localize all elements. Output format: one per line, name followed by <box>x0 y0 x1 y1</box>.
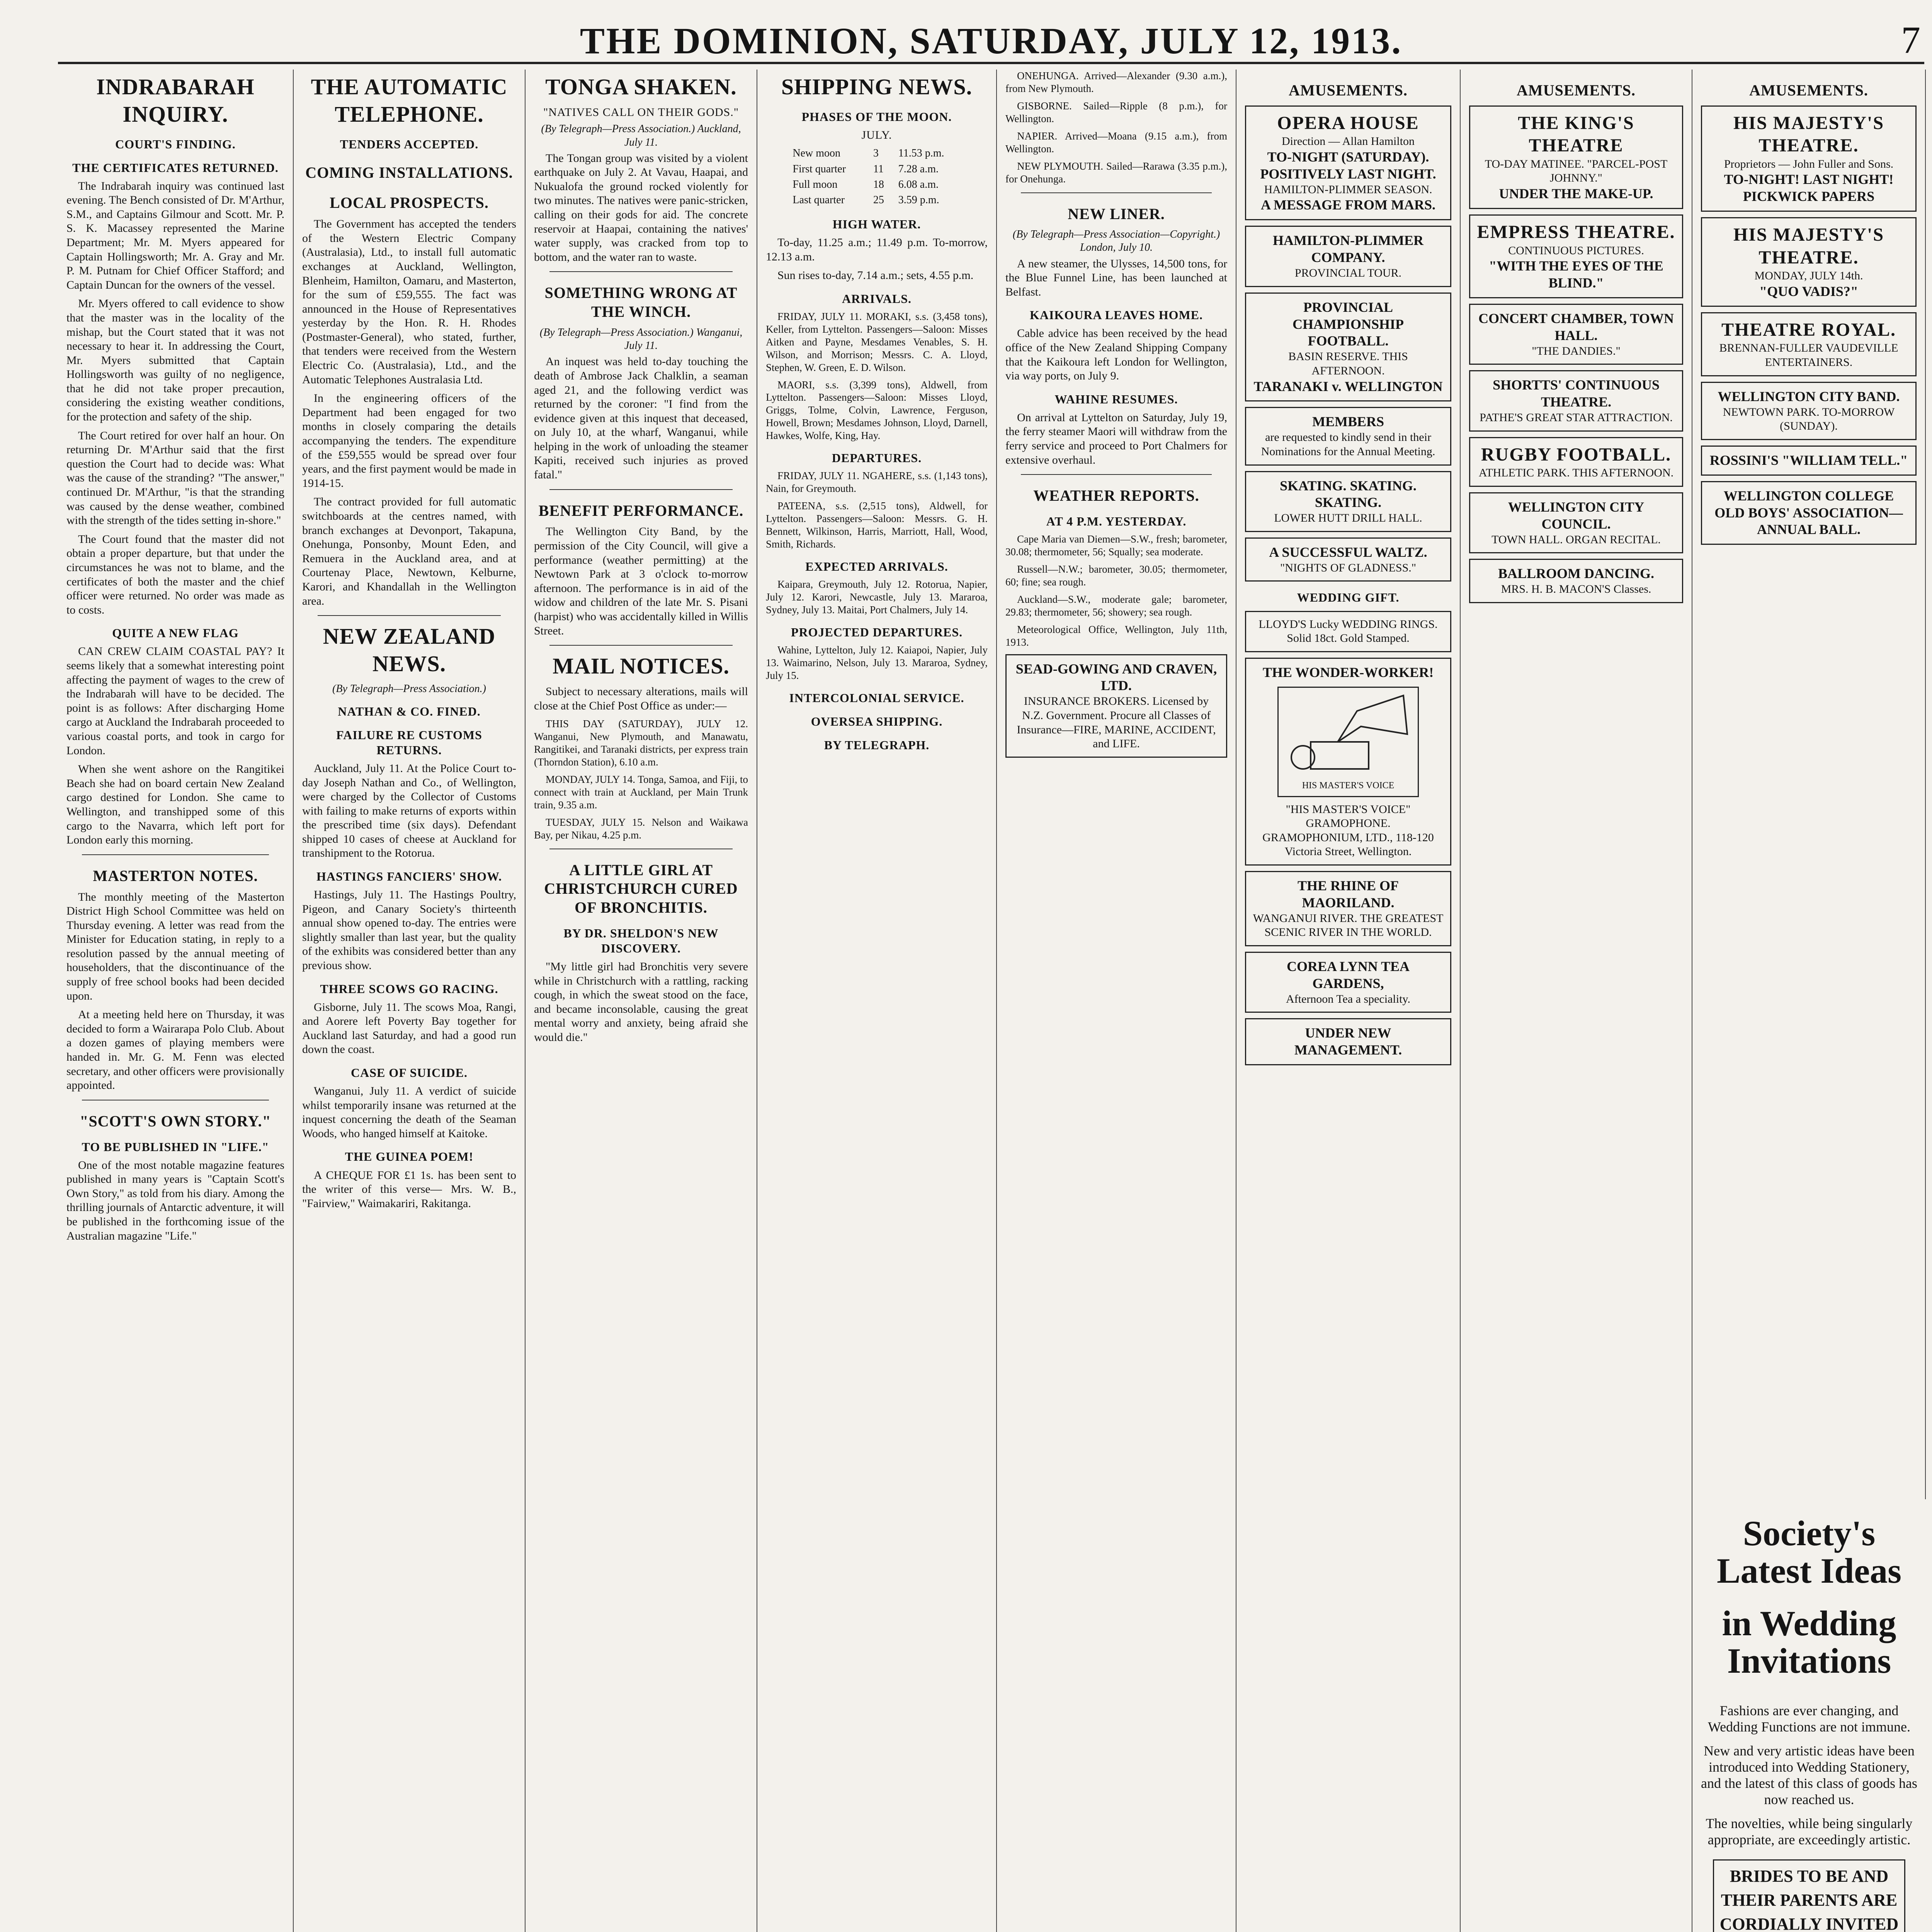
subhead: TENDERS ACCEPTED. <box>340 137 479 151</box>
subhead: WEDDING GIFT. <box>1297 590 1400 605</box>
ad-title: CONCERT CHAMBER, TOWN HALL. <box>1478 310 1674 343</box>
table-row: New moon 3 11.53 p.m. <box>793 147 944 160</box>
article-paragraph: "My little girl had Bronchitis very severe while in Christchurch with a rattling, racking cough, in which the sweat stood on the face, and became inconsolable, causing the great mental worry and anxiety, being afraid she would die." <box>534 960 748 1044</box>
subhead: LOCAL PROSPECTS. <box>330 194 489 212</box>
subhead: COMING INSTALLATIONS. <box>305 163 513 181</box>
column-4 <box>757 70 997 1932</box>
headline-tonga: TONGA SHAKEN. <box>545 74 737 99</box>
subhead: HIGH WATER. <box>832 217 921 231</box>
subhead: NATHAN & CO. FINED. <box>338 704 481 718</box>
article-paragraph: GISBORNE. Sailed—Ripple (8 p.m.), for Wellington. <box>1005 100 1227 124</box>
advert-college-ball <box>1701 481 1917 545</box>
subhead: "NATIVES CALL ON THEIR GODS." <box>543 105 739 119</box>
article-paragraph: Gisborne, July 11. The scows Moa, Rangi, and Aorere left Poverty Bay together for Auckland last Saturday, and had a good run down the coast. <box>302 1000 516 1056</box>
article-paragraph: Subject to necessary alterations, mails will close at the Chief Post Office as under:— <box>534 685 748 712</box>
ad-title: WELLINGTON COLLEGE OLD BOYS' ASSOCIATION—ANNUAL BALL. <box>1714 488 1903 537</box>
advert-ballroom <box>1469 559 1683 603</box>
ad-title: THE RHINE OF MAORILAND. <box>1297 878 1399 910</box>
ad-text: LOWER HUTT DRILL HALL. <box>1274 512 1422 525</box>
ad-text: are requested to kindly send in their Nominations for the Annual Meeting. <box>1261 431 1435 458</box>
divider <box>549 271 733 272</box>
article-paragraph: Sun rises to-day, 7.14 a.m.; sets, 4.55 p.m. <box>777 269 974 282</box>
subhead: PROJECTED DEPARTURES. <box>791 625 963 639</box>
subhead: INTERCOLONIAL SERVICE. <box>789 690 964 705</box>
ad-text: TO-DAY MATINEE. "PARCEL-POST JOHNNY." <box>1485 157 1668 185</box>
column-8 <box>1692 70 1926 1499</box>
ad-text: TARANAKI v. WELLINGTON <box>1253 378 1443 394</box>
article-paragraph: PATEENA, s.s. (2,515 tons), Aldwell, for Lyttelton. Passengers—Saloon: Messrs. G. H. Bennett, Wilkinson, Harris, Marriott, Hall, Wood, Smith, Richards. <box>766 500 988 550</box>
article-paragraph: FRIDAY, JULY 11. MORAKI, s.s. (3,458 tons), Keller, from Lyttelton. Passengers—Saloon: Misses Aitken and Payne, Mesdames Venables, S. H. Wilson, and Morrison; Messrs. C. A. Lloyd, Stephen, W. Green, E. D. Wilson. <box>766 310 988 373</box>
ad-text: "THE DANDIES." <box>1532 344 1621 357</box>
subhead: THE GUINEA POEM! <box>345 1150 474 1164</box>
column-6 <box>1236 70 1461 1932</box>
ad-text: "NIGHTS OF GLADNESS." <box>1280 561 1417 574</box>
ad-text: GRAMOPHONIUM, LTD., 118-120 Victoria Street, Wellington. <box>1262 831 1434 858</box>
advert-kings-theatre <box>1469 105 1683 209</box>
advert-tea-gardens <box>1245 952 1451 1013</box>
advert-william-tell <box>1701 446 1917 476</box>
dateline: (By Telegraph—Press Association.) Wanganui, July 11. <box>539 327 743 352</box>
ad-title: THE WONDER-WORKER! <box>1262 664 1434 680</box>
divider <box>1021 192 1212 193</box>
divider <box>549 489 733 490</box>
dateline: (By Telegraph—Press Association—Copyright.) London, July 10. <box>1012 228 1220 254</box>
ad-title: COREA LYNN TEA GARDENS, <box>1286 958 1410 991</box>
ad-text: UNDER THE MAKE-UP. <box>1499 186 1653 202</box>
headline-weather: WEATHER REPORTS. <box>1033 487 1199 505</box>
article-paragraph: NAPIER. Arrived—Moana (9.15 a.m.), from Wellington. <box>1005 130 1227 155</box>
advert-opera-house <box>1245 105 1451 220</box>
subhead: BY DR. SHELDON'S NEW DISCOVERY. <box>563 926 719 955</box>
article-paragraph: Cable advice has been received by the head office of the New Zealand Shipping Company that the Kaikoura left London for Wellington, via way ports, on July 9. <box>1005 327 1227 383</box>
article-paragraph: At a meeting held here on Thursday, it was decided to form a Wairarapa Polo Club. About a dozen games of playing members were handed in. Mr. G. M. Fenn was elected secretary, and other officers were provisionally appointed. <box>66 1008 284 1092</box>
subhead: CASE OF SUICIDE. <box>351 1066 468 1080</box>
ad-text: MRS. H. B. MACON'S Classes. <box>1501 583 1651 596</box>
ad-text: WANGANUI RIVER. THE GREATEST SCENIC RIVER IN THE WORLD. <box>1253 912 1444 939</box>
ad-text: PROVINCIAL TOUR. <box>1294 267 1402 280</box>
advert-city-band <box>1701 382 1917 440</box>
ad-title: HIS MAJESTY'S THEATRE. <box>1733 224 1884 268</box>
advert-insurance <box>1005 654 1227 758</box>
table-row: Full moon 18 6.08 a.m. <box>793 178 939 190</box>
ad-text: ATHLETIC PARK. THIS AFTERNOON. <box>1478 466 1674 480</box>
page-number: 7 <box>1901 19 1920 61</box>
subhead: COURT'S FINDING. <box>115 137 236 151</box>
dateline: (By Telegraph—Press Association.) <box>332 682 486 695</box>
ad-title: SKATING. SKATING. SKATING. <box>1280 478 1417 510</box>
ad-text: "QUO VADIS?" <box>1759 283 1858 299</box>
ad-invitation-box: BRIDES TO BE AND THEIR PARENTS ARE CORDIALLY INVITED <box>1713 1859 1905 1932</box>
dateline: (By Telegraph—Press Association.) Auckland, July 11. <box>541 123 741 148</box>
article-paragraph: Mr. Myers offered to call evidence to show that the master was in the locality of the mishap, but the Court stated that it was not necessary to hear it. In addressing the Court, Mr. Myers submitted that Captain Hollingsworth was guilty of no negligence, that he did not take proper precaution, considering the existing weather conditions, for the protection and safety of the ship. <box>66 297 284 423</box>
ad-text: Afternoon Tea a speciality. <box>1286 992 1410 1005</box>
article-paragraph: Kaipara, Greymouth, July 12. Rotorua, Napier, July 12. Karori, Newcastle, July 13. Mararoa, Sydney, July 13. Maitai, Port Chalmers, July 14. <box>766 578 988 616</box>
article-paragraph: The Government has accepted the tenders of the Western Electric Company (Australasia), Ltd., to install full automatic exchanges at Auckland, Wellington, Blenheim, Hamilton, Oamaru, and Masterton, for the sum of £59,555. The fact was announced in the House of Representatives yesterday by the Hon. R. H. Rhodes (Postmaster-General), who stated, further, that tenders were received from the Western Electric Co. (Australasia), Ltd., and the Automatic Telephones Australasia Ltd. <box>302 218 516 386</box>
gramophone-icon <box>1280 688 1417 777</box>
table-row: Last quarter 25 3.59 p.m. <box>793 194 939 206</box>
article-paragraph: On arrival at Lyttelton on Saturday, July 19, the ferry steamer Maori will withdraw from the ferry service and proceed to Port Chalmers for extensive overhaul. <box>1005 411 1227 466</box>
subhead: AT 4 P.M. YESTERDAY. <box>1046 514 1187 528</box>
ad-title: MEMBERS <box>1312 414 1384 430</box>
column-5 <box>997 70 1236 1932</box>
article-paragraph: One of the most notable magazine features published in many years is "Captain Scott's Own Story," as told from his diary. Among the thrilling journals of Antarctic adventure, it will be published in the forthcoming issue of the Australian magazine "Life." <box>66 1158 284 1242</box>
ad-text: The novelties, while being singularly appropriate, are exceedingly artistic. <box>1706 1816 1913 1848</box>
advert-football <box>1245 293 1451 402</box>
article-paragraph: In the engineering officers of the Department had been engaged for two months in closely comparing the details accompanying the tenders. The expenditure of the £59,555 would be spread over four years, and the first payment would be made in 1914-15. <box>302 392 517 490</box>
column-3 <box>526 70 757 1932</box>
ad-headline: Society's Latest Ideas <box>1717 1514 1901 1590</box>
section-heading-amusements: AMUSEMENTS. <box>1749 82 1868 99</box>
ad-text: Fashions are ever changing, and Wedding Functions are not immune. <box>1708 1703 1911 1735</box>
advert-rugby <box>1469 437 1683 487</box>
article-paragraph: Auckland, July 11. At the Police Court to-day Joseph Nathan and Co., of Wellington, were charged by the Collector of Customs with failing to make returns of exports within the prescribed time (six days). Defendant shipped 10 cases of cheese at Auckland for transhipment to the Rotorua. <box>302 762 516 860</box>
article-paragraph: Wanganui, July 11. A verdict of suicide whilst temporarily insane was returned at the inquest concerning the death of the Seaman Woods, who hanged himself at Kaitoke. <box>302 1085 516 1140</box>
subhead: ARRIVALS. <box>842 291 912 306</box>
divider <box>549 645 733 646</box>
advert-theatre-royal <box>1701 312 1917 376</box>
weather-report: Russell—N.W.; barometer, 30.05; thermometer, 60; fine; sea rough. <box>1005 563 1227 588</box>
subhead: EXPECTED ARRIVALS. <box>805 559 948 573</box>
headline-scott: "SCOTT'S OWN STORY." <box>80 1112 271 1130</box>
ad-text: HAMILTON-PLIMMER SEASON. <box>1264 183 1432 196</box>
article-paragraph: NEW PLYMOUTH. Sailed—Rarawa (3.35 p.m.), for Onehunga. <box>1005 160 1227 185</box>
ad-text: "HIS MASTER'S VOICE" GRAMOPHONE. <box>1286 803 1411 830</box>
subhead: TO BE PUBLISHED IN "LIFE." <box>82 1139 269 1154</box>
advert-concert-chamber <box>1469 304 1683 365</box>
ad-title: THE KING'S THEATRE <box>1518 112 1634 156</box>
ad-text: A MESSAGE FROM MARS. <box>1260 197 1436 213</box>
column-1 <box>58 70 294 1932</box>
advert-empress-theatre <box>1469 214 1683 298</box>
ad-title: WELLINGTON CITY COUNCIL. <box>1508 499 1645 532</box>
subhead: THE CERTIFICATES RETURNED. <box>72 160 279 175</box>
article-paragraph: Hastings, July 11. The Hastings Poultry, Pigeon, and Canary Society's thirteenth annual show opened to-day. The entries were slightly smaller than last year, but the quality of the exhibits was considered better than any previous show. <box>302 888 516 972</box>
subhead: WAHINE RESUMES. <box>1054 392 1178 406</box>
ad-headline: in Wedding Invitations <box>1722 1604 1896 1680</box>
subhead: OVERSEA SHIPPING. <box>811 714 943 728</box>
ad-title: PROVINCIAL CHAMPIONSHIP FOOTBALL. <box>1293 299 1404 349</box>
mail-notice: TUESDAY, JULY 15. Nelson and Waikawa Bay, per Nikau, 4.25 p.m. <box>534 816 748 841</box>
headline-winch: SOMETHING WRONG AT THE WINCH. <box>544 284 738 321</box>
moon-phase-table <box>788 145 965 208</box>
ad-title: THEATRE ROYAL. <box>1721 319 1896 340</box>
subhead: BY TELEGRAPH. <box>824 738 930 752</box>
article-paragraph: The monthly meeting of the Masterton District High School Committee was held on Thursday evening. A letter was read from the Minister for Education stating, in reply to a resolution passed by the annual meeting of householders, that the discontinuance of the supply of free school books had been decided upon. <box>66 890 284 1002</box>
advert-hamilton-plimmer <box>1245 226 1451 287</box>
ad-text: Direction — Allan Hamilton <box>1281 135 1415 148</box>
ad-title: OPERA HOUSE <box>1277 112 1419 133</box>
article-paragraph: The Court found that the master did not obtain a proper departure, but that under the circumstances he was not to blame, and the certificates of both the master and the chief officer were returned. No order was made as to costs. <box>66 532 284 616</box>
ad-text: LLOYD'S Lucky WEDDING RINGS. Solid 18ct. Gold Stamped. <box>1259 617 1438 645</box>
headline-nz-news: NEW ZEALAND NEWS. <box>323 624 496 676</box>
article-paragraph: A CHEQUE FOR £1 1s. has been sent to the writer of this verse— Mrs. W. B., "Fairview," Waimakariri, Rakitanga. <box>302 1168 516 1210</box>
ad-text: BRENNAN-FULLER VAUDEVILLE ENTERTAINERS. <box>1719 342 1898 369</box>
advert-quo-vadis <box>1701 217 1917 307</box>
article-paragraph: CAN CREW CLAIM COASTAL PAY? It seems likely that a somewhat interesting point affecting the payment of wages to the crew of the Indrabarah will have to be decided. The point is as follows: After discharging Home cargo at Auckland the Indrabarah proceeded to various coastal ports, and took in cargo for London. <box>66 645 284 757</box>
advert-wedding-invitations <box>1692 1507 1926 1932</box>
gramophone-illustration <box>1277 687 1419 797</box>
section-heading-amusements: AMUSEMENTS. <box>1289 82 1408 99</box>
headline-indrabarah: INDRABARAH INQUIRY. <box>96 74 255 127</box>
ad-text: BASIN RESERVE. THIS AFTERNOON. <box>1288 350 1408 377</box>
advert-members <box>1245 407 1451 465</box>
ad-title: WELLINGTON CITY BAND. <box>1718 388 1900 404</box>
column-7 <box>1461 70 1692 1932</box>
ad-text: TO-NIGHT! LAST NIGHT! <box>1724 172 1894 187</box>
subhead: THREE SCOWS GO RACING. <box>320 981 498 996</box>
article-paragraph: Wahine, Lyttelton, July 12. Kaiapoi, Napier, July 13. Waimarino, Nelson, July 13. Mararoa, Sydney, July 15. <box>766 644 988 681</box>
advert-waltz <box>1245 537 1451 582</box>
ad-title: HIS MAJESTY'S THEATRE. <box>1733 112 1884 156</box>
table-row: First quarter 11 7.28 a.m. <box>793 163 939 175</box>
article-paragraph: MAORI, s.s. (3,399 tons), Aldwell, from Lyttelton. Passengers—Saloon: Misses Lloyd, Griggs, Tolme, Colvin, Lawrence, Ferguson, Howell, Brown; Mesdames Johnson, Lloyd, Darnell, Hawkes, Wolfe, King, Hay. <box>766 379 988 442</box>
ad-text: "WITH THE EYES OF THE BLIND." <box>1489 258 1663 291</box>
advert-his-majestys <box>1701 105 1917 212</box>
article-paragraph: The Wellington City Band, by the permission of the City Council, will give a performance (weather permitting) at the Newtown Park at 3 o'clock to-morrow afternoon. The performance is in aid of the widow and children of the late Mr. S. Pisani (harpist) who was accidentally killed in Willis Street. <box>534 525 748 637</box>
article-paragraph: A new steamer, the Ulysses, 14,500 tons, for the Blue Funnel Line, has been launched at Belfast. <box>1005 257 1227 298</box>
article-paragraph: The Tongan group was visited by a violent earthquake on July 2. At Vavau, Haapai, and Nukualofa the ground rocked violently for two minutes. The natives were panic-stricken, calling on their gods for aid. The concrete reservoir at Haapai, containing the natives' water supply, was cracked from top to bottom, and the water ran to waste. <box>534 151 748 264</box>
article-paragraph: The Indrabarah inquiry was continued last evening. The Bench consisted of Dr. M'Arthur, S.M., and Captains Gilmour and Scott. Mr. P. S. K. Macassey represented the Marine Department; Mr. M. Myers appeared for Captain Hollingsworth; Mr. A. Gray and Mr. P. M. Putnam for Chief Officer Stafford; and Captain Duncan for the owners of the vessel. <box>66 179 284 291</box>
ad-title: RUGBY FOOTBALL. <box>1481 444 1672 465</box>
headline-mail: MAIL NOTICES. <box>553 653 730 679</box>
ad-text: TO-NIGHT (SATURDAY). POSITIVELY LAST NIGHT. <box>1260 149 1436 182</box>
article-paragraph: The Court retired for over half an hour. On returning Dr. M'Arthur said that the first question the Court had to decide was: What was the cause of the stranding? "The answer," continued Dr. M'Arthur, "is that the stranding was caused by the dense weather, combined with the strength of the tides setting in-shore." <box>66 429 284 527</box>
ad-title: HAMILTON-PLIMMER COMPANY. <box>1272 233 1424 265</box>
weather-report: Auckland—S.W., moderate gale; barometer, 29.83; thermometer, 56; showery; sea rough. <box>1005 593 1227 618</box>
masthead <box>58 15 1924 64</box>
ad-title: BALLROOM DANCING. <box>1498 566 1654 582</box>
article-paragraph: When she went ashore on the Rangitikei Beach she had on board certain New Zealand cargo destined for London. She came to Wellington, and transhipped some of this cargo to the Navarra, which left port for London early this morning. <box>66 763 284 847</box>
moon-month: JULY. <box>861 128 892 141</box>
gramophone-caption: HIS MASTER'S VOICE <box>1302 781 1395 791</box>
article-paragraph: ONEHUNGA. Arrived—Alexander (9.30 a.m.), from New Plymouth. <box>1005 70 1227 94</box>
advert-new-management <box>1245 1018 1451 1065</box>
article-paragraph: FRIDAY, JULY 11. NGAHERE, s.s. (1,143 tons), Nain, for Greymouth. <box>766 470 988 495</box>
headline-shipping: SHIPPING NEWS. <box>781 74 973 99</box>
advert-gramophone <box>1245 658 1451 866</box>
section-heading-amusements: AMUSEMENTS. <box>1517 82 1636 99</box>
subhead: DEPARTURES. <box>832 451 922 465</box>
divider <box>1021 474 1212 475</box>
subhead: QUITE A NEW FLAG <box>112 626 239 640</box>
headline-bronchitis: A LITTLE GIRL AT CHRISTCHURCH CURED OF BRONCHITIS. <box>544 861 738 917</box>
advert-city-council <box>1469 492 1683 553</box>
ad-text: NEWTOWN PARK. TO-MORROW (SUNDAY). <box>1723 405 1895 433</box>
ad-title: SEAD-GOWING AND CRAVEN, LTD. <box>1015 661 1217 694</box>
article-paragraph: To-day, 11.25 a.m.; 11.49 p.m. To-morrow, 12.13 a.m. <box>766 236 988 263</box>
ad-text: New and very artistic ideas have been introduced into Wedding Stationery, and the latest of this class of goods has now reached us. <box>1701 1743 1917 1808</box>
ad-text: TOWN HALL. ORGAN RECITAL. <box>1492 533 1661 546</box>
subhead: PHASES OF THE MOON. <box>801 109 952 124</box>
ad-text: Proprietors — John Fuller and Sons. <box>1724 157 1894 170</box>
mail-notice: THIS DAY (SATURDAY), JULY 12. Wanganui, New Plymouth, and Manawatu, Rangitikei, and Taranaki districts, per express train (Thorndon Station), 6.10 a.m. <box>534 718 748 768</box>
headline-new-liner: NEW LINER. <box>1068 205 1165 223</box>
ad-text: CONTINUOUS PICTURES. <box>1508 244 1644 257</box>
headline-benefit: BENEFIT PERFORMANCE. <box>538 502 744 519</box>
masthead-title: THE DOMINION, SATURDAY, JULY 12, 1913. <box>580 20 1403 61</box>
article-paragraph: Meteorological Office, Wellington, July 11th, 1913. <box>1005 623 1227 648</box>
ad-text: PICKWICK PAPERS <box>1743 189 1875 204</box>
ad-title: ROSSINI'S "WILLIAM TELL." <box>1709 452 1908 468</box>
ad-title: UNDER NEW MANAGEMENT. <box>1294 1025 1402 1058</box>
ad-text: MONDAY, JULY 14th. <box>1754 269 1863 282</box>
article-paragraph: The contract provided for full automatic switchboards at the centres named, with branch exchanges at Devonport, Takapuna, Onehunga, Ponsonby, Mount Eden, and Remuera in the Auckland area, and at Courtenay Place, Newtown, Kelburne, Karori, and Khandallah in the Wellington area. <box>302 495 516 607</box>
subhead: KAIKOURA LEAVES HOME. <box>1029 308 1203 322</box>
headline-telephone: THE AUTOMATIC TELEPHONE. <box>311 74 508 127</box>
subhead: HASTINGS FANCIERS' SHOW. <box>316 869 502 884</box>
ad-text: INSURANCE BROKERS. Licensed by N.Z. Government. Procure all Classes of Insurance—FIRE, MARINE, ACCIDENT, and LIFE. <box>1017 695 1216 750</box>
article-paragraph: An inquest was held to-day touching the death of Ambrose Jack Chalklin, a seaman aged 21, and the following verdict was returned by the coroner: "I find from the evidence given at this inquest that deceased, on July 10, at the wharf, Wanganui, while helping in the work of unloading the steamer Kapiti, received such injuries as proved fatal." <box>534 355 748 481</box>
headline-masterton: MASTERTON NOTES. <box>93 867 258 884</box>
ad-title: EMPRESS THEATRE. <box>1477 221 1675 242</box>
advert-wanganui-river <box>1245 871 1451 946</box>
advert-shortts-theatre <box>1469 370 1683 431</box>
advert-wedding-rings <box>1245 611 1451 652</box>
advert-skating <box>1245 471 1451 532</box>
subhead: FAILURE RE CUSTOMS RETURNS. <box>336 728 482 757</box>
divider <box>82 854 269 855</box>
mail-notice: MONDAY, JULY 14. Tonga, Samoa, and Fiji, to connect with train at Auckland, per Main Trunk train, 9.35 a.m. <box>534 773 748 811</box>
divider <box>318 615 501 616</box>
ad-text: PATHE'S GREAT STAR ATTRACTION. <box>1480 411 1673 424</box>
weather-report: Cape Maria van Diemen—S.W., fresh; barometer, 30.08; thermometer, 56; Squally; sea moderate. <box>1005 533 1227 558</box>
ad-title: A SUCCESSFUL WALTZ. <box>1269 544 1427 560</box>
column-2 <box>294 70 526 1932</box>
ad-title: SHORTTS' CONTINUOUS THEATRE. <box>1493 377 1660 410</box>
